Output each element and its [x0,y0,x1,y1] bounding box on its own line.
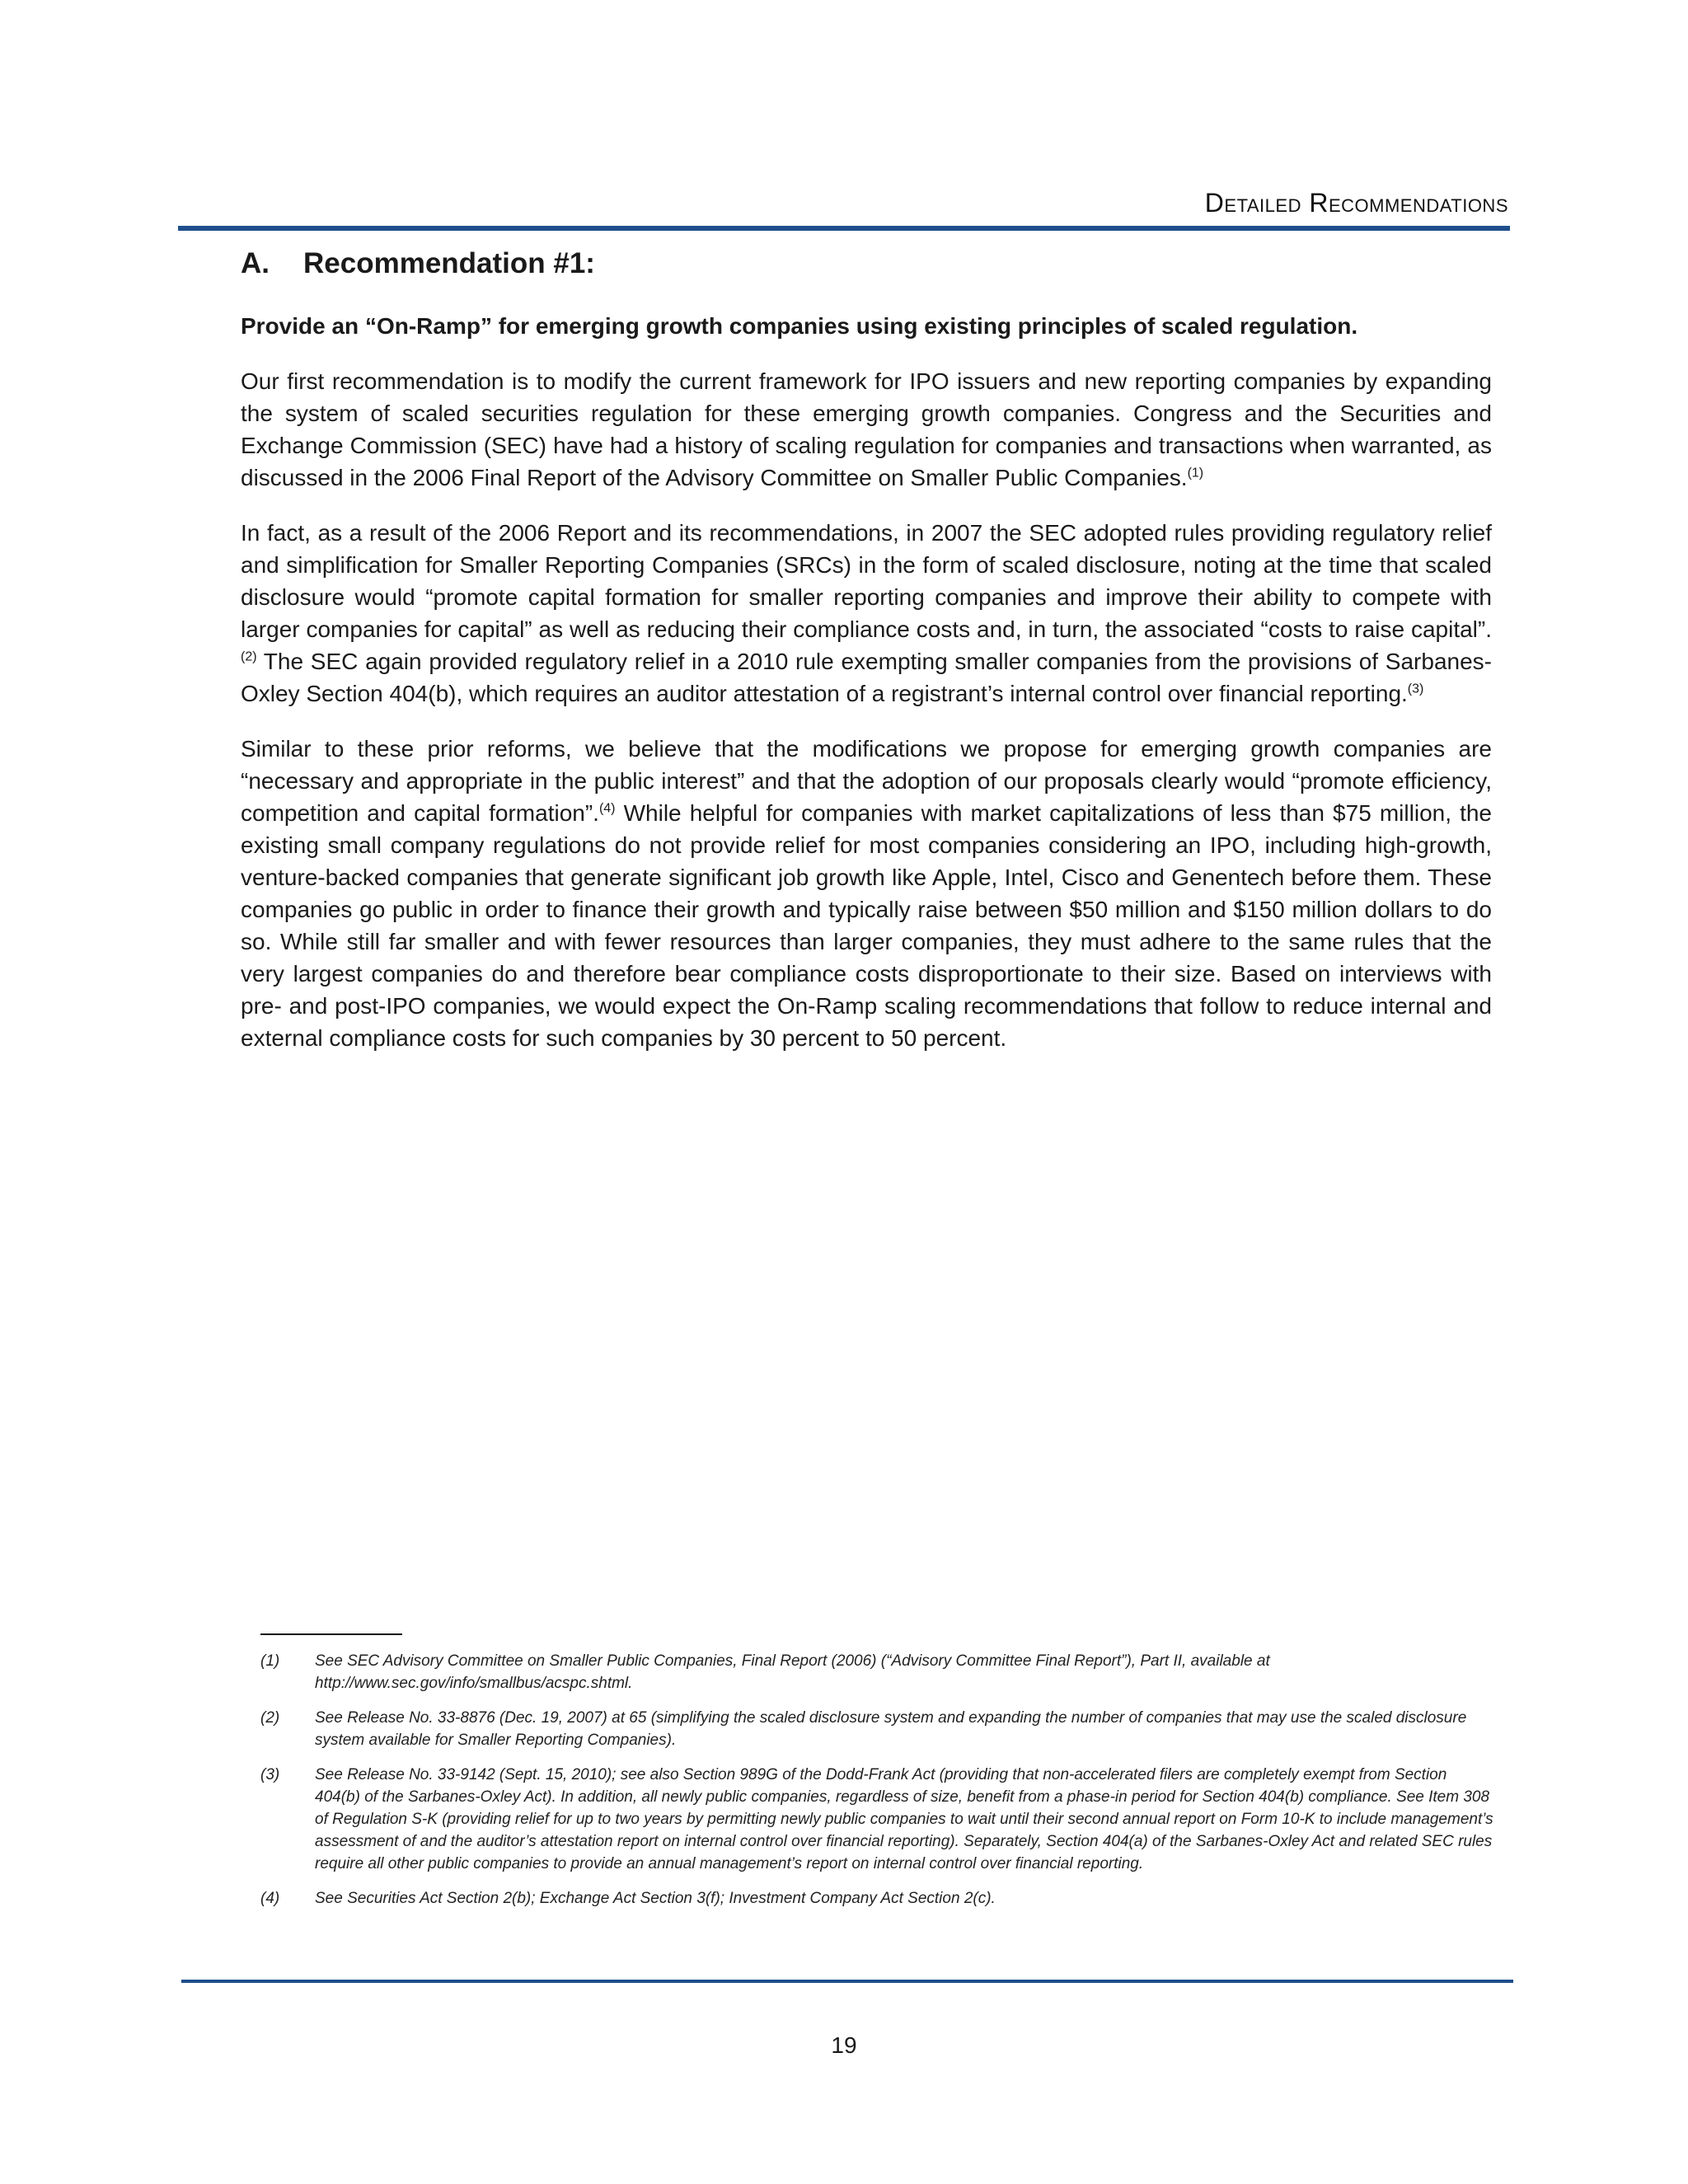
footnote-text: See SEC Advisory Committee on Smaller Public Companies, Final Report (2006) (“Advisory Committee Final Report”), Part II, available at http://www.sec.gov/info/smallbus/acspc.shtml. [315,1652,1270,1692]
footnote-marker: (3) [1407,682,1424,696]
footnote-marker: (4) [598,801,616,816]
footnote-number: (2) [260,1709,280,1727]
footnote-separator [260,1633,402,1635]
running-header: Detailed Recommendations [1204,188,1508,218]
paragraph-text: The SEC again provided regulatory relief in a 2010 rule exempting smaller companies from the provisions of Sarbanes-Oxley Section 404(b), which requires an auditor attestation of a registrant’s internal control over financial reporting. [241,649,1492,707]
paragraph [241,365,1492,494]
footnote-text: See Release No. 33-8876 (Dec. 19, 2007) at 65 (simplifying the scaled disclosure system and expanding the number of companies that may use the scaled disclosure system available for Smaller Reporting Companies). [315,1709,1467,1749]
page-number: 19 [831,2032,857,2058]
footnote-number: (1) [260,1652,280,1670]
section-subtitle: Provide an “On-Ramp” for emerging growth companies using existing principles of scaled regulation. [241,313,1358,339]
footnote [260,1707,1495,1751]
paragraph [241,733,1492,1054]
footnotes [260,1650,1495,1922]
paragraph-text: While helpful for companies with market capitalizations of less than $75 million, the existing small company regulations do not provide relief for most companies considering an IPO, including high-growth, venture-backed companies that generate significant job growth like Apple, Intel, Cisco and Genentech before them. These companies go public in order to finance their growth and typically raise between $50 million and $150 million dollars to do so. While still far smaller and with fewer resources than larger companies, they must adhere to the same rules that the very largest companies do and therefore bear compliance costs disproportionate to their size. Based on interviews with pre- and post-IPO companies, we would expect the On-Ramp scaling recommendations that follow to reduce internal and external compliance costs for such companies by 30 percent to 50 percent. [241,800,1493,1052]
body-paragraphs [241,365,1492,1054]
main-content [241,247,1492,1077]
footnote-text: See Securities Act Section 2(b); Exchange Act Section 3(f); Investment Company Act Section 2(c). [315,1890,996,1907]
paragraph [241,517,1492,710]
paragraph-text: Our first recommendation is to modify the current framework for IPO issuers and new reporting companies by expanding the system of scaled securities regulation for these emerging growth companies. Congress and the Securities and Exchange Commission (SEC) have had a history of scaling regulation for companies and transactions when warranted, as discussed in the 2006 Final Report of the Advisory Committee on Smaller Public Companies. [241,368,1492,491]
footnote-marker: (1) [1187,466,1204,480]
footnote-number: (4) [260,1890,280,1907]
footnote-text: See Release No. 33-9142 (Sept. 15, 2010); see also Section 989G of the Dodd-Frank Act (providing that non-accelerated filers are completely exempt from Section 404(b) of the Sarbanes-Oxley Act). In addition, all newly public companies, regardless of size, benefit from a phase-in period for Section 404(b) compliance. See Item 308 of Regulation S-K (providing relief for up to two years by permitting newly public companies to wait until their second annual report on Form 10-K to include management’s assessment of and the auditor’s attestation report on internal control over financial reporting). Separately, Section 404(a) of the Sarbanes-Oxley Act and related SEC rules require all other public companies to provide an annual management’s report on internal control over financial reporting. [315,1766,1493,1872]
footnote [260,1650,1495,1694]
footnote [260,1887,1495,1910]
paragraph-text: In fact, as a result of the 2006 Report and its recommendations, in 2007 the SEC adopted rules providing regulatory relief and simplification for Smaller Reporting Companies (SRCs) in the form of scaled disclosure, noting at the time that scaled disclosure would “promote capital formation for smaller reporting companies and improve their ability to compete with larger companies for capital” as well as reducing their compliance costs and, in turn, the associated “costs to raise capital”. [241,520,1492,643]
header-rule [178,226,1510,231]
paragraph-text: Similar to these prior reforms, we believe that the modifications we propose for emerging growth companies are “necessary and appropriate in the public interest” and that the adoption of our proposals clearly would “promote efficiency, competition and capital formation”. [241,736,1492,827]
footer-rule [181,1980,1513,1983]
section-title: Recommendation #1: [303,247,595,279]
section-heading [241,247,1492,280]
footnote [260,1764,1495,1875]
section-letter: A. [241,247,270,279]
footnote-number: (3) [260,1766,280,1783]
footnote-marker: (2) [241,649,257,664]
